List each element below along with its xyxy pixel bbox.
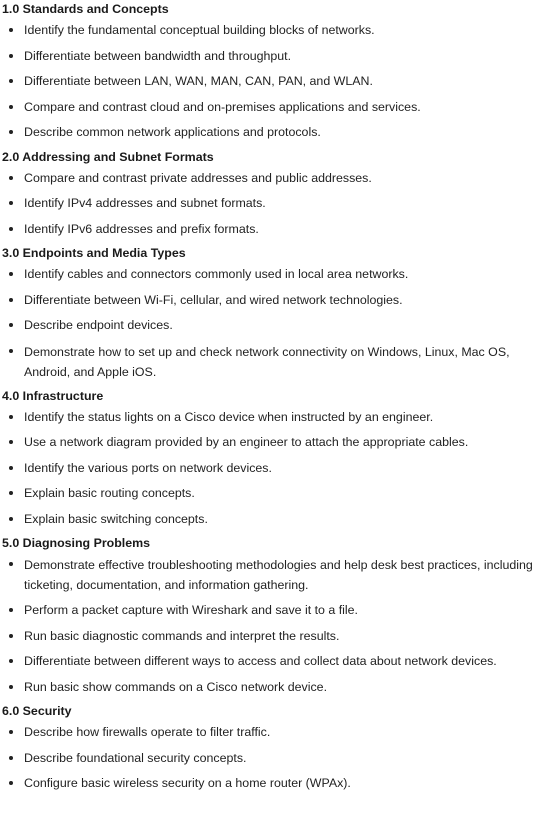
list-item-text: Compare and contrast private addresses and public addresses.	[24, 170, 372, 185]
list-item-text: Run basic diagnostic commands and interpret the results.	[24, 628, 340, 643]
bullet-icon	[9, 730, 13, 734]
list-item-text: Describe endpoint devices.	[24, 318, 173, 332]
list-item	[2, 627, 556, 645]
bullet-list	[2, 169, 556, 238]
list-item	[2, 555, 556, 595]
bullet-icon	[9, 466, 13, 470]
list-item	[2, 265, 556, 283]
bullet-icon	[9, 491, 13, 495]
bullet-icon	[9, 323, 13, 327]
list-item	[2, 342, 556, 382]
bullet-icon	[9, 201, 13, 205]
list-item	[2, 408, 556, 426]
section-infrastructure	[2, 388, 556, 528]
list-item	[2, 123, 556, 141]
list-item-text: Compare and contrast cloud and on-premises applications and services.	[24, 99, 421, 114]
section-title: 3.0 Endpoints and Media Types	[2, 246, 186, 260]
list-item-text: Identify the status lights on a Cisco device when instructed by an engineer.	[24, 409, 434, 424]
list-item	[2, 749, 556, 767]
bullet-icon	[9, 781, 13, 785]
list-item-text: Differentiate between bandwidth and throughput.	[24, 48, 292, 63]
list-item	[2, 510, 556, 528]
bullet-list	[2, 265, 556, 382]
list-item-text: Explain basic switching concepts.	[24, 511, 208, 526]
list-item	[2, 433, 556, 451]
section-title: 1.0 Standards and Concepts	[2, 2, 169, 16]
bullet-list	[2, 555, 556, 696]
bullet-icon	[9, 634, 13, 638]
list-item	[2, 459, 556, 477]
bullet-icon	[9, 685, 13, 689]
bullet-icon	[9, 440, 13, 444]
section-addressing-and-subnet-formats	[2, 149, 556, 238]
section-endpoints-and-media-types	[2, 245, 556, 382]
bullet-icon	[9, 298, 13, 302]
list-item-text: Differentiate between LAN, WAN, MAN, CAN, PAN, and WLAN.	[24, 74, 373, 88]
bullet-icon	[9, 54, 13, 58]
list-item	[2, 169, 556, 187]
list-item	[2, 291, 556, 309]
section-diagnosing-problems	[2, 535, 556, 696]
section-title: 6.0 Security	[2, 704, 72, 718]
bullet-icon	[9, 517, 13, 521]
list-item-text: Differentiate between different ways to access and collect data about network devices.	[24, 654, 497, 668]
list-item-text: Demonstrate effective troubleshooting methodologies and help desk best practices, including ticketing, documentation, and information gathering.	[24, 558, 533, 592]
list-item-text: Identify the fundamental conceptual building blocks of networks.	[24, 23, 375, 37]
bullet-icon	[9, 227, 13, 231]
list-item-text: Run basic show commands on a Cisco network device.	[24, 679, 328, 694]
bullet-icon	[9, 659, 13, 663]
list-item-text: Explain basic routing concepts.	[24, 486, 195, 500]
bullet-icon	[9, 105, 13, 109]
bullet-list	[2, 723, 556, 792]
list-item	[2, 47, 556, 65]
bullet-icon	[9, 79, 13, 83]
list-item-text: Identify IPv6 addresses and prefix formats.	[24, 221, 259, 236]
list-item	[2, 220, 556, 238]
section-title: 4.0 Infrastructure	[2, 388, 104, 403]
list-item-text: Identify IPv4 addresses and subnet formats.	[24, 196, 266, 210]
bullet-icon	[9, 415, 13, 419]
list-item-text: Describe common network applications and protocols.	[24, 125, 321, 139]
section-title: 5.0 Diagnosing Problems	[2, 536, 151, 550]
section-standards-and-concepts	[2, 1, 556, 141]
list-item-text: Describe how firewalls operate to filter traffic.	[24, 725, 271, 739]
list-item-text: Identify the various ports on network devices.	[24, 460, 272, 475]
list-item	[2, 774, 556, 792]
list-item-text: Differentiate between Wi-Fi, cellular, and wired network technologies.	[24, 292, 403, 307]
list-item	[2, 723, 556, 741]
bullet-icon	[9, 349, 13, 353]
section-security	[2, 703, 556, 792]
list-item	[2, 316, 556, 334]
bullet-icon	[9, 272, 13, 276]
list-item-text: Demonstrate how to set up and check network connectivity on Windows, Linux, Mac OS, Android, and Apple iOS.	[24, 344, 510, 379]
list-item	[2, 652, 556, 670]
bullet-icon	[9, 176, 13, 180]
bullet-icon	[9, 756, 13, 760]
bullet-icon	[9, 562, 13, 566]
list-item	[2, 21, 556, 39]
bullet-list	[2, 21, 556, 141]
list-item	[2, 72, 556, 90]
list-item-text: Identify cables and connectors commonly used in local area networks.	[24, 267, 409, 281]
bullet-icon	[9, 28, 13, 32]
list-item	[2, 194, 556, 212]
bullet-list	[2, 408, 556, 528]
section-title: 2.0 Addressing and Subnet Formats	[2, 149, 214, 164]
list-item-text: Configure basic wireless security on a home router (WPAx).	[24, 776, 351, 790]
list-item-text: Perform a packet capture with Wireshark and save it to a file.	[24, 603, 359, 617]
list-item	[2, 98, 556, 116]
list-item	[2, 601, 556, 619]
list-item-text: Describe foundational security concepts.	[24, 750, 247, 765]
list-item	[2, 678, 556, 696]
list-item-text: Use a network diagram provided by an engineer to attach the appropriate cables.	[24, 435, 469, 449]
bullet-icon	[9, 608, 13, 612]
list-item	[2, 484, 556, 502]
bullet-icon	[9, 130, 13, 134]
